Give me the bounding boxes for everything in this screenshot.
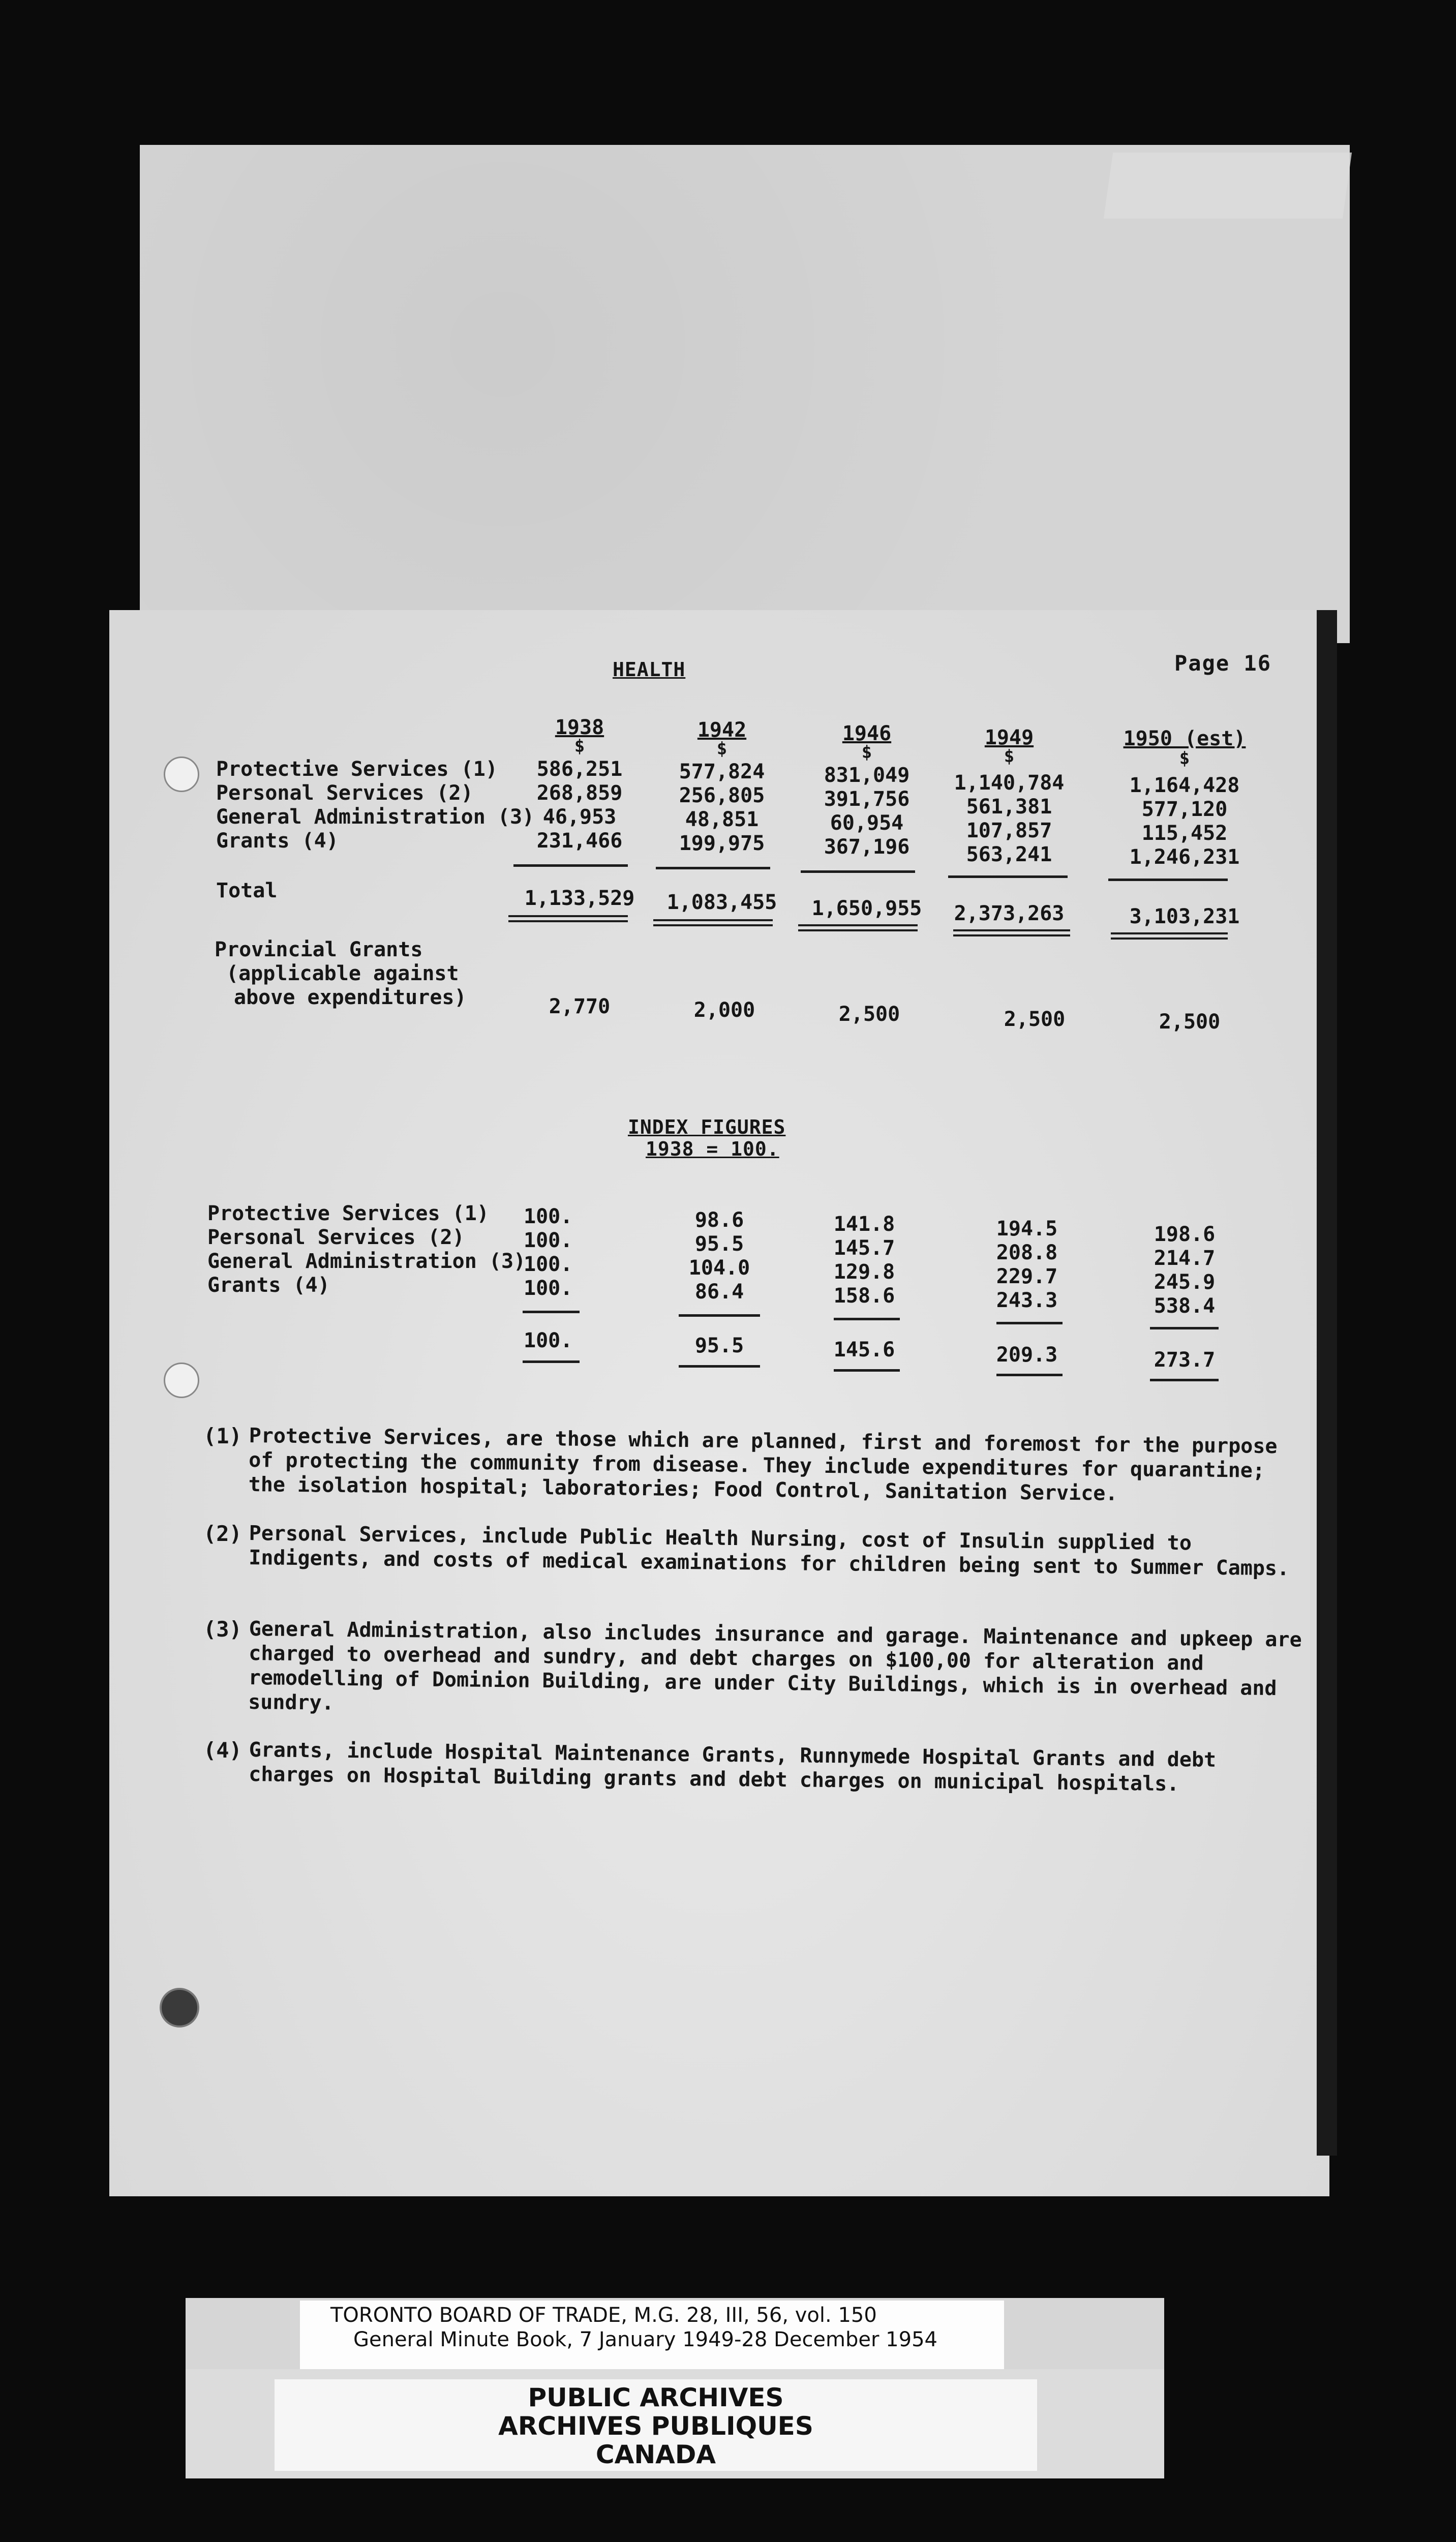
index-cell: 198.6: [1154, 1223, 1216, 1246]
archive-stamp-line: ARCHIVES PUBLIQUES: [498, 2411, 813, 2441]
footnote-number: (3): [203, 1617, 242, 1642]
total-double-rule: [508, 915, 628, 922]
row-label: Personal Services (2): [216, 781, 473, 805]
sum-rule: [1108, 879, 1228, 881]
provincial-cell: 2,000: [693, 998, 755, 1022]
provincial-label: above expenditures): [234, 986, 467, 1009]
back-sheet: [140, 145, 1350, 643]
index-total-cell: 145.6: [833, 1338, 895, 1361]
table-cell: 586,251: [536, 758, 623, 781]
sum-rule: [801, 870, 915, 873]
table-cell: 561,381: [966, 795, 1052, 819]
table-cell: 831,049: [824, 764, 910, 787]
table-cell: 268,859: [536, 781, 623, 805]
index-row-label: General Administration (3): [207, 1250, 526, 1273]
index-cell: 86.4: [694, 1280, 744, 1304]
sum-rule: [656, 867, 770, 869]
provincial-label: (applicable against: [226, 962, 459, 985]
index-cell: 194.5: [996, 1217, 1058, 1240]
index-total-rule: [523, 1360, 580, 1363]
row-label: Protective Services (1): [216, 758, 498, 781]
total-double-rule: [1111, 932, 1228, 940]
index-sum-rule: [834, 1318, 900, 1320]
currency-symbol: $: [861, 742, 872, 763]
provincial-label: Provincial Grants: [215, 938, 423, 961]
table-cell: 1,246,231: [1129, 845, 1240, 869]
total-cell: 1,133,529: [524, 887, 635, 910]
index-total-rule: [1150, 1379, 1219, 1381]
archive-stamp-line: PUBLIC ARCHIVES: [528, 2383, 784, 2412]
table-cell: 391,756: [824, 788, 910, 811]
index-cell: 243.3: [996, 1289, 1058, 1312]
archive-reference-line: General Minute Book, 7 January 1949-28 December 1954: [353, 2328, 937, 2351]
table-cell: 256,805: [679, 784, 765, 807]
provincial-cell: 2,500: [838, 1003, 900, 1026]
punch-hole-icon: [160, 1988, 199, 2027]
index-sum-rule: [679, 1314, 760, 1317]
table-cell: 107,857: [966, 819, 1052, 842]
footnote-text: General Administration, also includes insurance and garage. Maintenance and upkeep are charged to overhead and sundry, and debt charges on $100,00 for alteration and remodelling of Dominion Building, are under City Buildings, which is in overhead and sundry.: [248, 1617, 1302, 1715]
table-cell: 48,851: [685, 808, 759, 831]
table-cell: 577,824: [679, 760, 765, 783]
total-cell: 3,103,231: [1129, 905, 1240, 928]
year-header: 1949: [984, 726, 1034, 749]
total-label: Total: [216, 879, 278, 902]
page-number: Page 16: [1174, 651, 1272, 676]
total-double-rule: [953, 929, 1070, 936]
index-sum-rule: [523, 1311, 580, 1313]
currency-symbol: $: [716, 739, 727, 759]
index-subtitle: 1938 = 100.: [646, 1138, 779, 1160]
index-cell: 245.9: [1154, 1270, 1216, 1294]
sum-rule: [513, 864, 628, 867]
year-header: 1938: [555, 716, 604, 739]
row-label: Grants (4): [216, 829, 339, 853]
index-sum-rule: [996, 1322, 1063, 1324]
index-total-cell: 273.7: [1154, 1348, 1216, 1372]
table-cell: 1,140,784: [954, 771, 1065, 795]
index-total-rule: [679, 1365, 760, 1368]
index-cell: 229.7: [996, 1265, 1058, 1288]
table-cell: 231,466: [536, 829, 623, 853]
index-cell: 100.: [524, 1229, 573, 1252]
year-header: 1942: [697, 718, 747, 742]
index-cell: 158.6: [833, 1284, 895, 1308]
table-cell: 577,120: [1141, 798, 1228, 821]
index-row-label: Personal Services (2): [207, 1226, 465, 1249]
back-sheet-fold: [1104, 153, 1352, 219]
footnote-text: Protective Services, are those which are planned, first and foremost for the purpose of protecting the community from disease. They include expenditures for quarantine; the isolation hospital; laboratories; Food Control, Sanitation Service.: [248, 1424, 1278, 1505]
total-cell: 1,650,955: [811, 897, 922, 920]
table-cell: 563,241: [966, 843, 1052, 866]
total-double-rule: [653, 919, 773, 926]
total-cell: 2,373,263: [954, 902, 1065, 925]
index-sum-rule: [1150, 1327, 1219, 1329]
index-cell: 100.: [524, 1277, 573, 1300]
archive-stamp-line: CANADA: [595, 2440, 716, 2469]
index-cell: 104.0: [688, 1256, 750, 1280]
index-cell: 95.5: [694, 1232, 744, 1256]
table-cell: 199,975: [679, 832, 765, 855]
row-label: General Administration (3): [216, 805, 535, 829]
table-cell: 115,452: [1141, 822, 1228, 845]
footnote-number: (4): [203, 1738, 242, 1763]
index-cell: 100.: [524, 1253, 573, 1276]
index-total-rule: [996, 1374, 1063, 1376]
index-row-label: Protective Services (1): [207, 1202, 489, 1225]
currency-symbol: $: [1004, 746, 1015, 767]
index-total-rule: [834, 1369, 900, 1372]
footnote-text: Grants, include Hospital Maintenance Grants, Runnymede Hospital Grants and debt charges on Hospital Building grants and debt charges on municipal hospitals.: [249, 1738, 1217, 1796]
footnote-number: (1): [203, 1424, 242, 1448]
index-cell: 129.8: [833, 1260, 895, 1284]
footnote-text: Personal Services, include Public Health Nursing, cost of Insulin supplied to Indigents, and costs of medical examinations for children being sent to Summer Camps.: [249, 1522, 1290, 1581]
provincial-cell: 2,770: [549, 995, 611, 1018]
table-cell: 46,953: [542, 805, 617, 829]
table-cell: 1,164,428: [1129, 774, 1240, 797]
table-cell: 60,954: [830, 811, 904, 835]
page-edge-shadow: [1317, 610, 1337, 2156]
year-header: 1946: [842, 722, 892, 745]
index-total-cell: 95.5: [694, 1334, 744, 1357]
index-total-cell: 209.3: [996, 1343, 1058, 1367]
currency-symbol: $: [1179, 748, 1190, 769]
index-cell: 100.: [524, 1205, 573, 1228]
index-cell: 214.7: [1154, 1247, 1216, 1270]
total-double-rule: [798, 924, 918, 931]
provincial-cell: 2,500: [1004, 1008, 1066, 1031]
footnote-number: (2): [203, 1521, 242, 1546]
sum-rule: [948, 875, 1068, 878]
index-cell: 208.8: [996, 1241, 1058, 1264]
currency-symbol: $: [574, 736, 585, 756]
index-cell: 538.4: [1154, 1294, 1216, 1318]
index-cell: 141.8: [833, 1213, 895, 1236]
index-cell: 98.6: [694, 1208, 744, 1232]
year-header: 1950 (est): [1123, 727, 1246, 750]
total-cell: 1,083,455: [666, 891, 777, 914]
punch-hole-icon: [164, 756, 199, 792]
index-row-label: Grants (4): [207, 1274, 330, 1297]
index-total-cell: 100.: [524, 1329, 573, 1352]
provincial-cell: 2,500: [1159, 1010, 1221, 1034]
archive-reference-line: TORONTO BOARD OF TRADE, M.G. 28, III, 56, vol. 150: [330, 2304, 877, 2327]
index-cell: 145.7: [833, 1236, 895, 1260]
page-title: HEALTH: [613, 658, 686, 681]
punch-hole-icon: [164, 1363, 199, 1398]
table-cell: 367,196: [824, 835, 910, 859]
index-title: INDEX FIGURES: [628, 1116, 786, 1138]
